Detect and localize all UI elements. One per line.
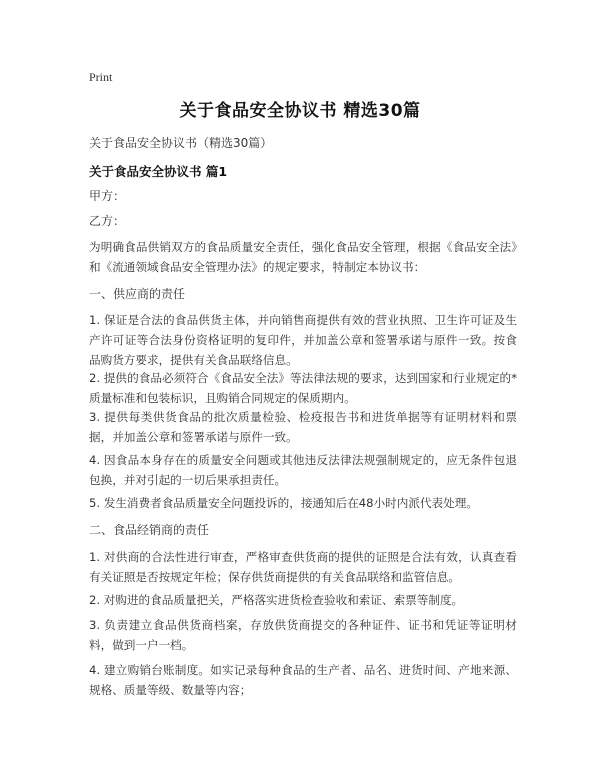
supplier-item-5: 5. 发生消费者食品质量安全问题投诉的，接通知后在48小时内派代表处理。	[89, 496, 478, 510]
supplier-item-4: 4. 因食品本身存在的质量安全问题或其他违反法律法规强制规定的，应无条件包退包换，并对引起的一切后果承担责任。	[89, 453, 517, 487]
distributor-item-1: 1. 对供商的合法性进行审查，严格审查供货商的提供的证照是合法有效，认真查看有关证照是否按规定年检；保存供货商提供的有关食品联络和监管信息。	[89, 550, 517, 584]
party-b-line: 乙方：	[89, 214, 126, 228]
section-heading: 关于食品安全协议书 篇1	[89, 164, 228, 179]
intro-paragraph: 为明确食品供销双方的食品质量安全责任，强化食品安全管理，根据《食品安全法》和《流通领域食品安全管理办法》的规定要求，特制定本协议书：	[89, 240, 517, 274]
supplier-item-1: 1. 保证是合法的食品供货主体，并向销售商提供有效的营业执照、卫生许可证及生产许可证等合法身份资格证明的复印件，并加盖公章和签署承诺与原件一致。按食品购货方要求，提供有关食品联络信息。	[89, 313, 517, 367]
supplier-item-2: 2. 提供的食品必须符合《食品安全法》等法律法规的要求，达到国家和行业规定的*质量标准和包装标识，且购销合同规定的保质期内。	[89, 371, 517, 405]
print-label: Print	[89, 70, 113, 84]
distributor-item-4: 4. 建立购销台账制度。如实记录每种食品的生产者、品名、进货时间、产地来源、规格、质量等级、数量等内容；	[89, 663, 517, 697]
distributor-item-2: 2. 对购进的食品质量把关，严格落实进货检查验收和索证、索票等制度。	[89, 593, 464, 607]
document-title: 关于食品安全协议书 精选30篇	[179, 101, 421, 121]
distributor-heading: 二、食品经销商的责任	[89, 523, 210, 537]
party-a-line: 甲方：	[89, 189, 126, 203]
supplier-heading: 一、供应商的责任	[89, 287, 186, 301]
document-subtitle: 关于食品安全协议书（精选30篇）	[89, 136, 273, 150]
distributor-item-3: 3. 负责建立食品供货商档案，存放供货商提交的各种证件、证书和凭证等证明材料，做到一户一档。	[89, 618, 517, 652]
supplier-item-3: 3. 提供每类供货食品的批次质量检验、检疫报告书和进货单据等有证明材料和票据，并加盖公章和签署承诺与原件一致。	[89, 410, 517, 444]
